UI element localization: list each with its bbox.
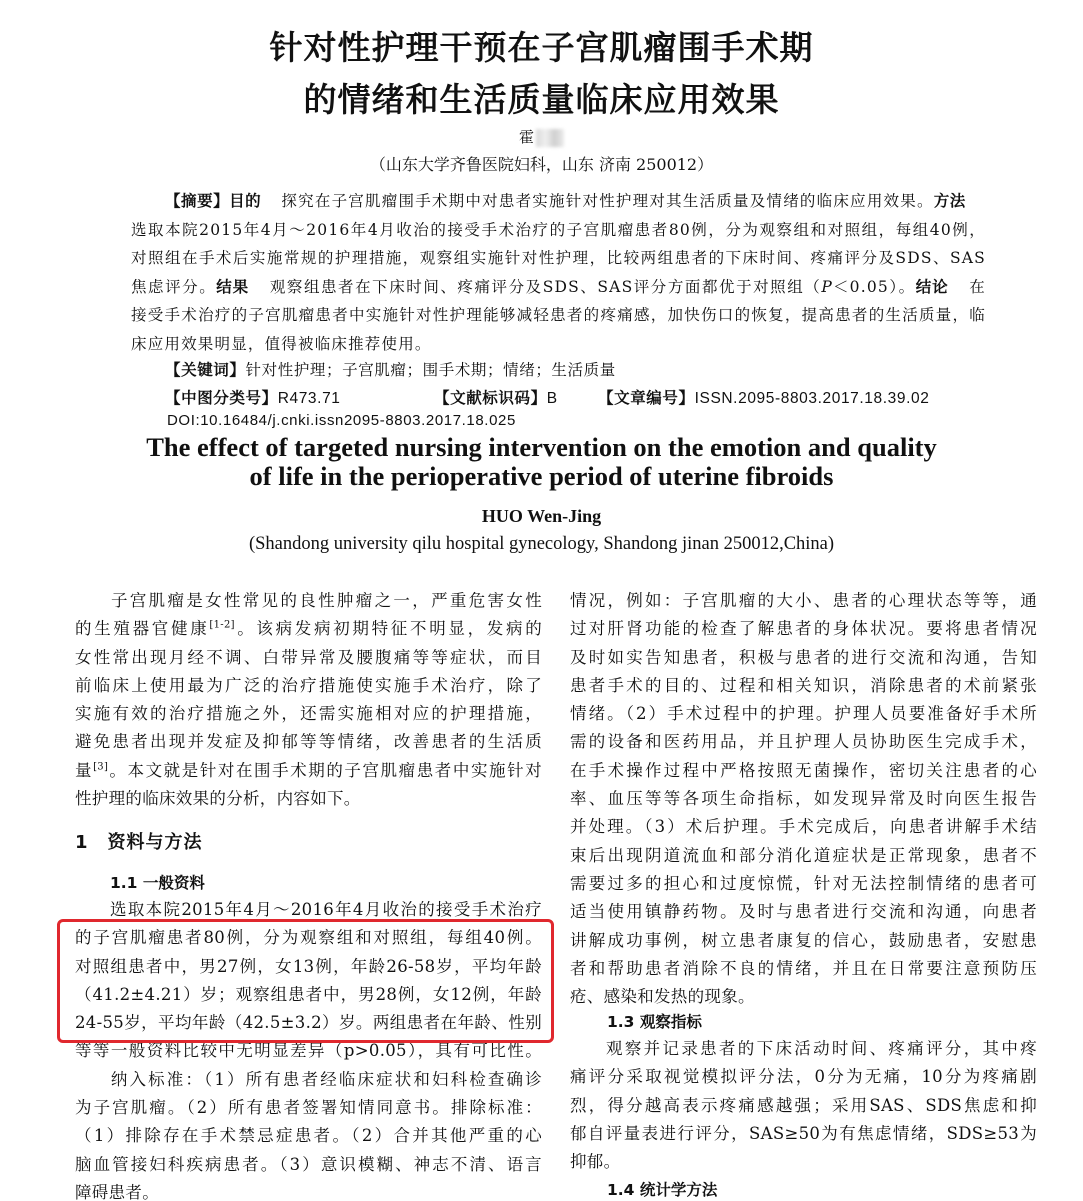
clc-label: 【中图分类号】 (165, 389, 278, 407)
general-line: 对照组患者中，男27例，女13例，年龄26-58岁，平均年龄 (75, 956, 542, 976)
intro-line: 实施有效的治疗措施之外，还需实施相对应的护理措施， (75, 704, 542, 724)
right-line: 疮、感染和发热的现象。 (570, 987, 755, 1007)
observation-line: 观察并记录患者的下床活动时间、疼痛评分，其中疼 (604, 1039, 1037, 1058)
section-heading-1: 1 资料与方法 (75, 832, 203, 853)
observation-line: 郁自评量表进行评分，SAS≥50为有焦虑情绪，SDS≥53为 (570, 1123, 1037, 1143)
right-line: 过对肝肾功能的检查了解患者的身体状况。要将患者情况 (570, 619, 1037, 639)
general-line: （41.2±4.21）岁；观察组患者中，男28例，女12例，年龄 (75, 984, 542, 1004)
document-code (434, 386, 558, 408)
title-en-line-2: of life in the perioperative period of uterine fibroids (249, 461, 834, 491)
author-cn (0, 126, 1083, 147)
right-line: 适当使用镇静药物。及时与患者进行交流和沟通，向患者 (570, 902, 1037, 922)
right-line: 情绪。（2）手术过程中的护理。护理人员要准备好手术所 (570, 704, 1037, 724)
right-line: 及时如实告知患者，积极与患者的进行交流和沟通，告知 (570, 647, 1037, 667)
keywords-label: 【关键词】 (165, 361, 246, 379)
keywords-text: 针对性护理；子宫肌瘤；围手术期；情绪；生活质量 (245, 361, 616, 379)
abstract (131, 187, 986, 358)
right-line: 率、血压等等各项生命指标，如发现异常及时向医生报告 (570, 789, 1037, 809)
intro-line: 的生殖器官健康[1-2]。该病发病初期特征不明显，发病的 (75, 619, 542, 639)
intro-line: 前临床上使用最为广泛的治疗措施使实施手术治疗，除了 (75, 675, 542, 695)
right-line: 者和帮助患者消除不良的情绪，并且在日常要注意预防压 (570, 958, 1037, 978)
abstract-result-p: P (821, 277, 833, 296)
title-cn-line-1: 针对性护理干预在子宫肌瘤围手术期 (269, 28, 814, 67)
section-heading-1-4: 1.4 统计学方法 (607, 1181, 718, 1199)
intro-line: 性护理的临床效果的分析，内容如下。 (75, 789, 361, 809)
general-line: （1）排除存在手术禁忌症患者。（2）合并其他严重的心 (75, 1126, 542, 1146)
author-en: HUO Wen-Jing (481, 506, 602, 526)
citation-ref: [1-2] (209, 619, 235, 631)
observation-text (570, 1035, 1037, 1176)
right-column (570, 587, 1037, 1011)
section-heading-1-1: 1.1 一般资料 (110, 874, 205, 892)
abstract-result-b: ＜0.05）。 (832, 277, 916, 296)
doc-code-value: B (546, 390, 558, 407)
affiliation-en: (Shandong university qilu hospital gynecology, Shandong jinan 250012,China) (248, 534, 835, 554)
article-no-label: 【文章编号】 (598, 389, 695, 407)
general-line: 的子宫肌瘤患者80例，分为观察组和对照组，每组40例。 (75, 928, 542, 948)
observation-line: 抑郁。 (570, 1152, 621, 1172)
doc-code-label: 【文献标识码】 (434, 389, 547, 407)
general-line: 为子宫肌瘤。（2）所有患者签署知情同意书。排除标准： (75, 1098, 542, 1118)
right-line: 需的设备和医药用品，并且护理人员协助医生完成手术， (570, 732, 1037, 752)
affiliation-cn: （山东大学齐鲁医院妇科，山东 济南 250012） (369, 155, 714, 174)
clc-number (165, 386, 341, 408)
citation-ref: [3] (93, 761, 109, 773)
observation-line: 痛评分采取视觉模拟评分法，0分为无痛，10分为疼痛剧 (570, 1067, 1037, 1087)
abstract-label: 【摘要】目的 (165, 192, 262, 210)
right-line: 需要过多的担心和过度惊慌，针对无法控制情绪的患者可 (570, 873, 1037, 893)
conclusion-label: 结论 (915, 277, 949, 296)
clc-value: R473.71 (277, 390, 341, 407)
general-line: 24-55岁，平均年龄（42.5±3.2）岁。两组患者在年龄、性别 (75, 1013, 542, 1033)
general-line: 障碍患者。 (75, 1182, 159, 1201)
author-cn-name: 霍 (518, 128, 534, 146)
abstract-purpose: 探究在子宫肌瘤围手术期中对患者实施针对性护理对其生活质量及情绪的临床应用效果。 (281, 192, 934, 210)
redacted-name-blur (536, 129, 564, 147)
right-line: 患者手术的目的、过程和相关知识，消除患者的术前紧张 (570, 675, 1037, 695)
general-line: 纳入标准：（1）所有患者经临床症状和妇科检查确诊 (109, 1069, 542, 1089)
general-line: 等等一般资料比较中无明显差异（p>0.05），具有可比性。 (75, 1041, 542, 1061)
right-line: 在手术操作过程中严格按照无菌操作，密切关注患者的心 (570, 760, 1037, 780)
right-line: 讲解成功事例，树立患者康复的信心，鼓励患者，安慰患 (570, 930, 1037, 950)
right-line: 束后出现阴道流血和部分消化道症状是正常现象，患者不 (570, 845, 1037, 865)
abstract-result-a: 观察组患者在下床时间、疼痛评分及SDS、SAS评分方面都优于对照组（ (269, 277, 822, 296)
keywords (165, 358, 616, 380)
right-line: 并处理。（3）术后护理。手术完成后，向患者讲解手术结 (570, 817, 1037, 837)
title-cn-line-2: 的情绪和生活质量临床应用效果 (303, 80, 780, 119)
observation-line: 烈，得分越高表示疼痛感越强；采用SAS、SDS焦虑和抑 (570, 1095, 1037, 1115)
general-line: 选取本院2015年4月～2016年4月收治的接受手术治疗 (109, 900, 542, 919)
right-line: 情况，例如：子宫肌瘤的大小、患者的心理状态等等，通 (570, 591, 1037, 610)
intro-line: 子宫肌瘤是女性常见的良性肿瘤之一，严重危害女性 (109, 591, 542, 610)
abstract-method: 选取本院2015年4月～2016年4月收治的接受手术治疗的子宫肌瘤患者80例，分为观察组和对照组，每组40例，对照组在手术后实施常规的护理措施，观察组实施针对性护理，比较两组患者的下床时间、疼痛评分及SDS、SAS焦虑评分。 (131, 220, 986, 296)
intro-line: 避免患者出现并发症及抑郁等等情绪，改善患者的生活质 (75, 732, 542, 752)
section-heading-1-3: 1.3 观察指标 (607, 1013, 702, 1031)
result-label: 结果 (216, 277, 249, 296)
method-label: 方法 (933, 192, 966, 210)
red-highlight-box (57, 919, 554, 1043)
general-line: 脑血管接妇科疾病患者。（3）意识模糊、神志不清、语言 (75, 1154, 542, 1174)
intro-line: 女性常出现月经不调、白带异常及腰腹痛等等症状，而目 (75, 647, 542, 667)
article-no-value: ISSN.2095-8803.2017.18.39.02 (694, 390, 930, 407)
abstract-conclusion: 在接受手术治疗的子宫肌瘤患者中实施针对性护理能够减轻患者的疼痛感，加快伤口的恢复，提高患者的生活质量，临床应用效果明显，值得被临床推荐使用。 (131, 277, 986, 353)
left-column (75, 587, 542, 813)
doi: DOI:10.16484/j.cnki.issn2095-8803.2017.18.025 (167, 412, 516, 429)
intro-line: 量[3]。本文就是针对在围手术期的子宫肌瘤患者中实施针对 (75, 760, 542, 780)
article-number (598, 386, 929, 408)
title-en-line-1: The effect of targeted nursing intervention on the emotion and quality (146, 432, 937, 462)
